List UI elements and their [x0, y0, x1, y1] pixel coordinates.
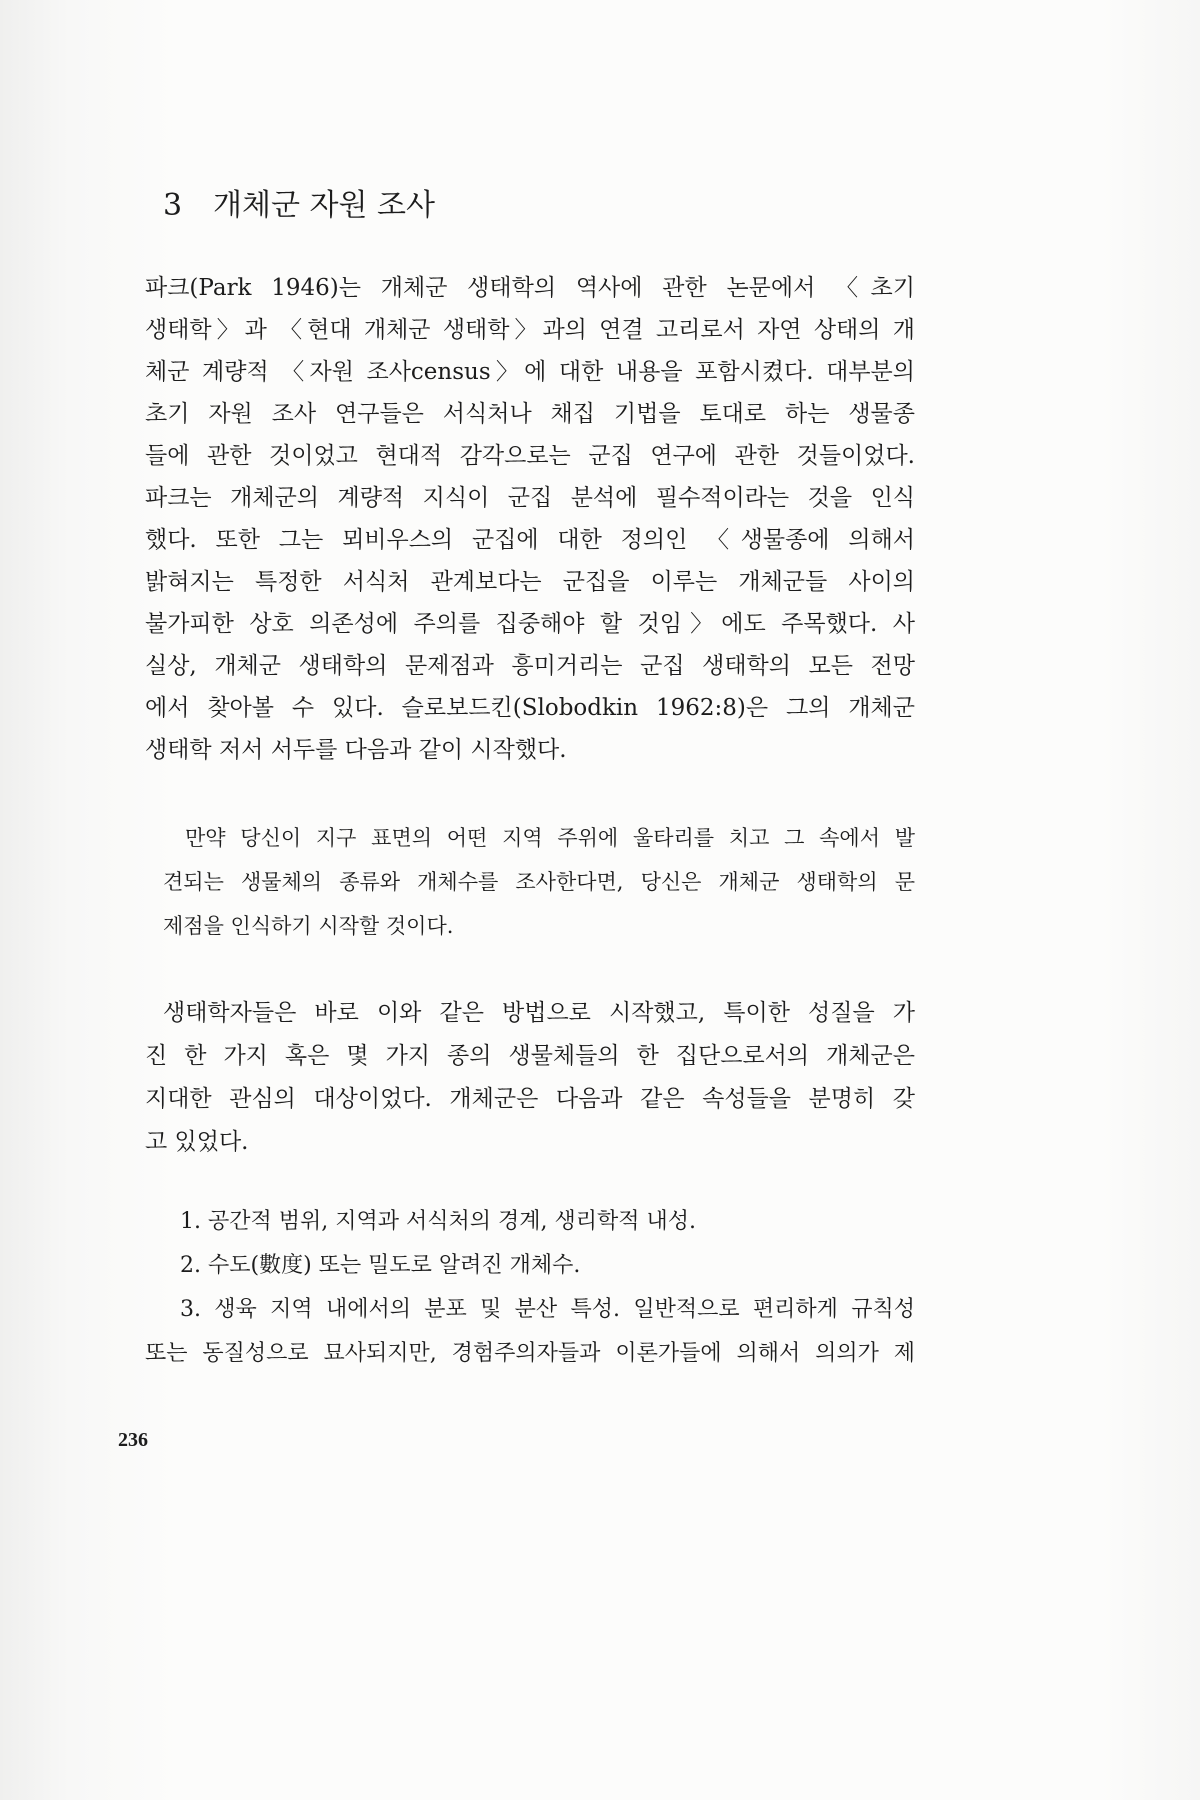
- paragraph-line: 초기 자원 조사 연구들은 서식처나 채집 기법을 토대로 하는 생물종: [145, 401, 915, 427]
- paragraph-line: 파크(Park 1946)는 개체군 생태학의 역사에 관한 논문에서 〈초기: [145, 275, 915, 301]
- paragraph-line: 생태학 저서 서두를 다음과 같이 시작했다.: [145, 737, 567, 763]
- paragraph-line: 생태학자들은 바로 이와 같은 방법으로 시작했고, 특이한 성질을 가: [163, 1000, 915, 1026]
- quote-line: 제점을 인식하기 시작할 것이다.: [163, 914, 454, 938]
- paragraph-line: 했다. 또한 그는 뫼비우스의 군집에 대한 정의인 〈생물종에 의해서: [145, 527, 915, 553]
- paragraph-line: 에서 찾아볼 수 있다. 슬로보드킨(Slobodkin 1962:8)은 그의 개체군: [145, 695, 915, 721]
- section-number: 3: [163, 188, 183, 223]
- paragraph-line: 지대한 관심의 대상이었다. 개체군은 다음과 같은 속성들을 분명히 갖: [145, 1086, 915, 1112]
- paragraph-line: 들에 관한 것이었고 현대적 감각으로는 군집 연구에 관한 것들이었다.: [145, 443, 915, 469]
- list-item-line: 2. 수도(數度) 또는 밀도로 알려진 개체수.: [180, 1253, 581, 1278]
- numbered-list: [145, 1200, 915, 1376]
- paragraph-line: 생태학〉과 〈현대 개체군 생태학〉과의 연결 고리로서 자연 상태의 개: [145, 317, 915, 343]
- quote-line: 만약 당신이 지구 표면의 어떤 지역 주위에 울타리를 치고 그 속에서 발: [185, 826, 915, 850]
- block-quote: [163, 816, 915, 948]
- body-paragraph-2: [145, 992, 915, 1164]
- list-item-line: 3. 생육 지역 내에서의 분포 및 분산 특성. 일반적으로 편리하게 규칙성: [180, 1297, 915, 1322]
- section-title: 개체군 자원 조사: [213, 188, 435, 223]
- list-item: [145, 1200, 915, 1244]
- list-item: [145, 1288, 915, 1376]
- list-item-line: 또는 동질성으로 묘사되지만, 경험주의자들과 이론가들에 의해서 의의가 제: [145, 1341, 915, 1366]
- body-paragraph-1: [145, 267, 915, 771]
- quote-line: 견되는 생물체의 종류와 개체수를 조사한다면, 당신은 개체군 생태학의 문: [163, 870, 915, 894]
- paragraph-line: 밝혀지는 특정한 서식처 관계보다는 군집을 이루는 개체군들 사이의: [145, 569, 915, 595]
- list-item-line: 1. 공간적 범위, 지역과 서식처의 경계, 생리학적 내성.: [180, 1209, 696, 1234]
- paragraph-line: 체군 계량적 〈자원 조사census〉에 대한 내용을 포함시켰다. 대부분의: [145, 359, 915, 385]
- paragraph-line: 실상, 개체군 생태학의 문제점과 흥미거리는 군집 생태학의 모든 전망: [145, 653, 915, 679]
- paragraph-line: 진 한 가지 혹은 몇 가지 종의 생물체들의 한 집단으로서의 개체군은: [145, 1043, 915, 1069]
- list-item: [145, 1244, 915, 1288]
- page-number: 236: [118, 1429, 148, 1451]
- section-heading: [163, 182, 435, 230]
- paragraph-line: 불가피한 상호 의존성에 주의를 집중해야 할 것임〉에도 주목했다. 사: [145, 611, 915, 637]
- paragraph-line: 고 있었다.: [145, 1129, 249, 1155]
- paragraph-line: 파크는 개체군의 계량적 지식이 군집 분석에 필수적이라는 것을 인식: [145, 485, 915, 511]
